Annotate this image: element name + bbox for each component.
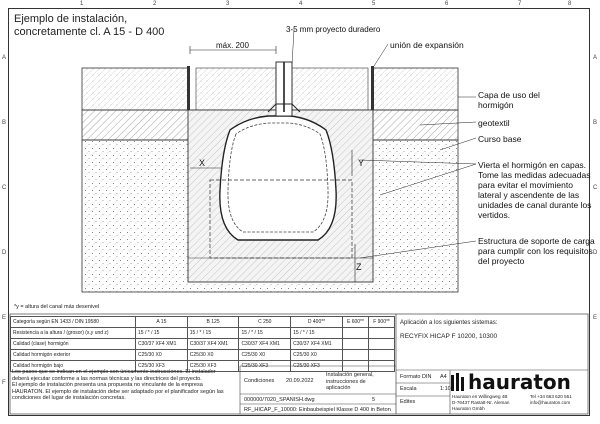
company-address-1: Hauraton en Willingweg 4B (452, 394, 508, 399)
ruler-side-a: A (2, 55, 7, 61)
dim-label-y: Y (358, 158, 365, 168)
footnote-y: *y = altura del canal más deseniveI (14, 304, 100, 310)
ruler-side-e: E (2, 315, 7, 321)
label-max-200: máx. 200 (216, 41, 249, 50)
table-cell: 15 / * / 15 (239, 328, 291, 339)
table-cell: C30/37 XF4 XM1 (187, 339, 239, 350)
ruler-side-d-right: D (593, 250, 598, 256)
expansion-joint-left (187, 66, 190, 110)
table-cell: C25/30 X0 (291, 350, 343, 361)
ruler-side-b: B (2, 120, 7, 126)
table-header-row (11, 317, 395, 328)
table-cell: C25/30 X0 (136, 350, 188, 361)
label-expansion-joint: unión de expansión (390, 40, 464, 50)
ruler-top-6: 6 (445, 1, 449, 7)
applies-systems: RECYFIX HICAP F 10200, 10300 (400, 333, 498, 340)
top-slab-right (372, 68, 458, 110)
ruler-top-7: 7 (518, 1, 522, 7)
note-paragraph-1: Los pasos que se indican en el ejemplo son únicamente instrucciones. El instalador deberá ejecutar conforme a las normas técnicas y las directrices del proyecto. (12, 369, 216, 382)
conditions-date: 20.09.2022 (286, 378, 314, 384)
ruler-side-b-right: B (593, 120, 598, 126)
table-header-category: Categoría según EN 1433 / DIN 19580 (11, 317, 136, 328)
ruler-top-1: 1 (80, 1, 84, 7)
applies-label: Aplicación a los siguientes sistemas: (400, 320, 498, 326)
label-concrete-layer-line-2: hormigón (478, 100, 514, 110)
table-row-label: Calidad (clase) hormigón (11, 339, 136, 350)
ruler-top-5: 5 (372, 1, 376, 7)
table-cell-empty (342, 361, 368, 372)
table-row-label: Resistencia a la altura / (grosor) (x,y und z) (11, 328, 136, 339)
dim-label-x: X (199, 158, 206, 168)
label-support-line-3: del proyecto (478, 256, 525, 266)
ruler-side-c-right: C (593, 185, 598, 191)
edition-label: Edites (400, 399, 416, 405)
table-cell: 15 / * / 15 (136, 328, 188, 339)
table-cell-empty (342, 350, 368, 361)
expansion-joint-right (371, 66, 374, 110)
logo-wordmark: hauraton (468, 371, 571, 393)
table-cell: C25/30 XF3 (291, 361, 343, 372)
company-address-3: Hauraton Gmbh (452, 406, 485, 411)
ruler-top-8: 8 (568, 1, 572, 7)
drawing-name: RF_HICAP_F_10000: Einbaubeispiel Klasse D 400 in Beton (244, 407, 391, 413)
label-pour-line-1: Vierta el hormigón en capas. (478, 160, 587, 170)
label-pour-line-6: vertidos. (478, 210, 511, 220)
top-slab-left (82, 68, 189, 110)
label-support-structure (478, 236, 598, 266)
table-class-c250: C 250 (239, 317, 291, 328)
table-class-e600: E 600** (342, 317, 368, 328)
conditions-label: Condiciones (244, 378, 275, 384)
dim-label-z: Z (356, 262, 362, 272)
ruler-top-3: 3 (226, 1, 230, 7)
drawing-revision: 5 (372, 397, 376, 403)
ruler-side-f: F (2, 380, 6, 386)
table-cell: C30/37 XF4 XM1 (239, 339, 291, 350)
table-class-a15: A 15 (136, 317, 188, 328)
table-cell: C25/30 X0 (187, 350, 239, 361)
label-support-line-2: para cumplir con los requisitos (478, 246, 593, 256)
company-address-2: D-76437 Rastatt-Nr. Aleman (452, 400, 510, 405)
table-row (11, 339, 395, 350)
install-note: Instalación general, instrucciones de aplicación (326, 372, 374, 391)
label-concrete-layer (478, 90, 540, 110)
company-email: info@hauraton.com (530, 400, 571, 405)
table-cell-empty (342, 328, 368, 339)
top-slab-inner-right (292, 68, 368, 110)
hauraton-logo (451, 371, 583, 393)
label-pour-line-2: Tome las medidas adecuadas (478, 170, 591, 180)
label-geotextile: geotextil (478, 118, 510, 128)
label-project-gap: 3-5 mm proyecto duradero (286, 25, 381, 34)
table-class-f900: F 900** (369, 317, 395, 328)
class-table (10, 316, 395, 372)
ruler-top-4: 4 (299, 1, 303, 7)
table-cell: C30/37 XF4 XM1 (291, 339, 343, 350)
table-cell-empty (342, 339, 368, 350)
channel-inner (228, 123, 328, 232)
top-slab-inner-left (196, 68, 276, 110)
table-class-d400: D 400** (291, 317, 343, 328)
table-cell: 15 / * / 15 (291, 328, 343, 339)
table-cell-empty (369, 361, 395, 372)
format-label: Formato DIN (400, 374, 432, 380)
title-line-1: Ejemplo de instalación, (14, 13, 128, 25)
ruler-side-e-right: E (593, 315, 598, 321)
table-row (11, 350, 395, 361)
table-cell: C30/37 XF4 XM1 (136, 339, 188, 350)
label-pour-line-3: para evitar el movimiento (478, 180, 573, 190)
label-concrete-layer-line-1: Capa de uso del (478, 90, 540, 100)
ruler-side-a-right: A (593, 55, 598, 61)
table-class-b125: B 125 (187, 317, 239, 328)
table-cell-empty (369, 339, 395, 350)
format-value: A4 (440, 374, 447, 380)
table-cell-empty (369, 350, 395, 361)
table-row-label: Calidad hormigón bajo (11, 361, 136, 372)
scale-value: 1:10 (440, 386, 451, 392)
ruler-top-2: 2 (153, 1, 157, 7)
table-cell-empty (369, 328, 395, 339)
table-cell: C25/30 XF3 (187, 361, 239, 372)
table-cell: C25/30 XF3 (136, 361, 188, 372)
table-cell: C25/30 X0 (239, 350, 291, 361)
note-paragraph-2: El ejemplo de instalación presenta una propuesta no vinculante de la empresa HAURATON. El ejemplo de instalación debe ser adaptado por el planificador según las condiciones del lugar de instalación concretas. (12, 382, 224, 401)
label-pour-instructions (478, 160, 591, 220)
ruler-side-d: D (2, 250, 7, 256)
table-cell: C25/30 XF3 (239, 361, 291, 372)
drawing-number: 000000/7020_SPANISH.dwg (244, 397, 315, 403)
label-base-course: Curso base (478, 134, 522, 144)
label-pour-line-4: lateral y ascendente de las (478, 190, 580, 200)
company-phone: Tel +34 663 620 551 (530, 394, 572, 399)
scale-label: Escala (400, 386, 417, 392)
label-pour-line-5: unidades de canal durante los (478, 200, 592, 210)
table-row-label: Calidad hormigón exterior (11, 350, 136, 361)
table-row (11, 328, 395, 339)
table-cell: 15 / * / 15 (187, 328, 239, 339)
label-support-line-1: Estructura de soporte de carga (478, 236, 595, 246)
ruler-side-c: C (2, 185, 7, 191)
title-line-2: concretamente cl. A 15 - D 400 (14, 26, 165, 38)
